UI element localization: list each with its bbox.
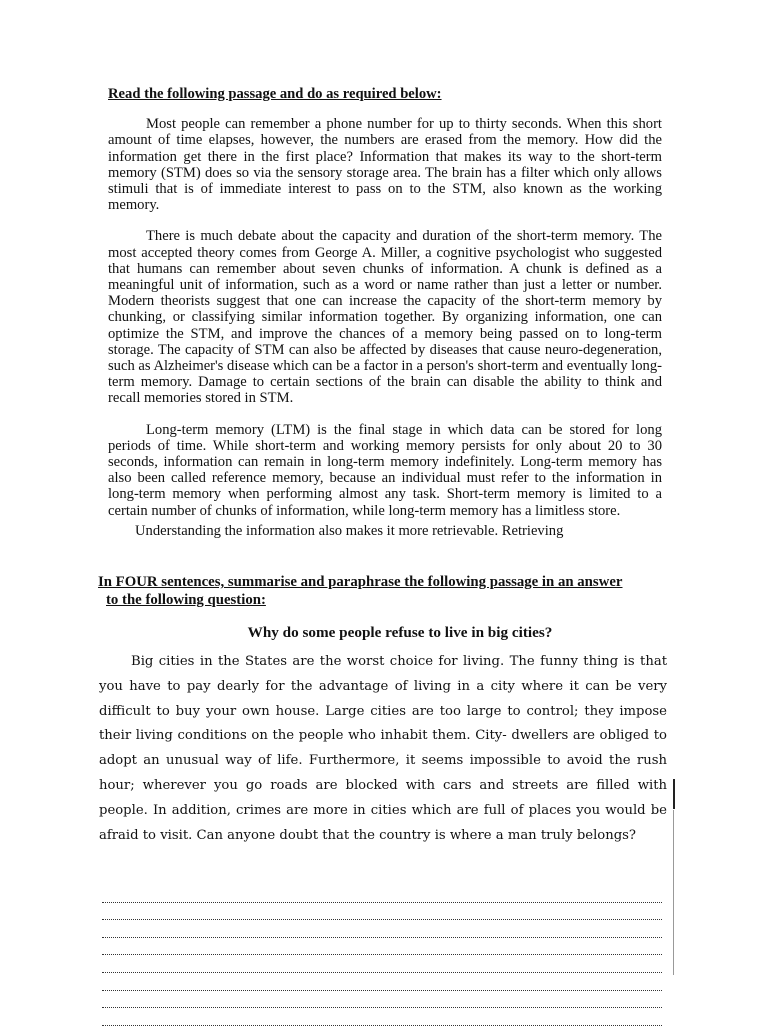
margin-line	[673, 810, 674, 975]
answer-area[interactable]	[102, 889, 662, 1030]
question-title: Why do some people refuse to live in big cities?	[247, 624, 553, 641]
passage-paragraph-4: Understanding the information also makes it more retrievable. Retrieving	[135, 522, 564, 539]
instruction-line-2: to the following question:	[106, 592, 266, 608]
margin-mark	[673, 779, 675, 809]
reading-passage-section	[108, 86, 662, 539]
answer-line[interactable]	[102, 959, 662, 977]
passage-paragraph-1: Most people can remember a phone number for up to thirty seconds. When this short amount of time elapses, however, the numbers are erased from the memory. How did the information get there in the first place? Information that makes its way to the short-term memory (STM) does so via the sensory storage area. The brain has a filter which only allows stimuli that is of immediate interest to pass on to the STM, also known as the working memory.	[108, 116, 662, 214]
passage-paragraph-2: There is much debate about the capacity and duration of the short-term memory. The most accepted theory comes from George A. Miller, a cognitive psychologist who suggested that humans can remember about seven chunks of information. A chunk is defined as a meaningful unit of information, such as a word or name rather than just a letter or number. Modern theorists suggest that one can increase the capacity of the short-term memory by chunking, or classifying similar information together. By organizing information, one can optimize the STM, and improve the chances of a memory being passed on to long-term storage. The capacity of STM can also be affected by diseases that cause neuro-degeneration, such as Alzheimer's disease which can be a factor in a person's short-term and eventually long-term memory. Damage to certain sections of the brain can disable the ability to think and recall memories stored in STM.	[108, 228, 662, 407]
answer-line[interactable]	[102, 995, 662, 1013]
instruction-line-1: In FOUR sentences, summarise and paraphrase the following passage in an answer	[98, 574, 623, 590]
summary-passage: Big cities in the States are the worst choice for living. The funny thing is that you have to pay dearly for the advantage of living in a city where it can be very difficult to buy your own house. Large cities are too large to control; they impose their living conditions on the people who inhabit them. City- dwellers are obliged to adopt an unusual way of life. Furthermore, it seems impossible to avoid the rush hour; wherever you go roads are blocked with cars and streets are filled with people. In addition, crimes are more in cities which are full of places you would be afraid to visit. Can anyone doubt that the country is where a man truly belongs?	[99, 654, 667, 843]
summary-instruction	[98, 573, 666, 609]
answer-line[interactable]	[102, 942, 662, 960]
answer-line[interactable]	[102, 924, 662, 942]
answer-line[interactable]	[102, 977, 662, 995]
section-heading: Read the following passage and do as required below:	[108, 86, 442, 102]
passage-paragraph-3: Long-term memory (LTM) is the final stage in which data can be stored for long periods of time. While short-term and working memory persists for only about 20 to 30 seconds, information can remain in long-term memory indefinitely. Long-term memory has also been called reference memory, because an individual must refer to the information in long-term memory when performing almost any task. Short-term memory is limited to a certain number of chunks of information, while long-term memory has a limitless store.	[108, 421, 662, 519]
answer-line[interactable]	[102, 907, 662, 925]
answer-line[interactable]	[102, 889, 662, 907]
answer-line[interactable]	[102, 1012, 662, 1030]
